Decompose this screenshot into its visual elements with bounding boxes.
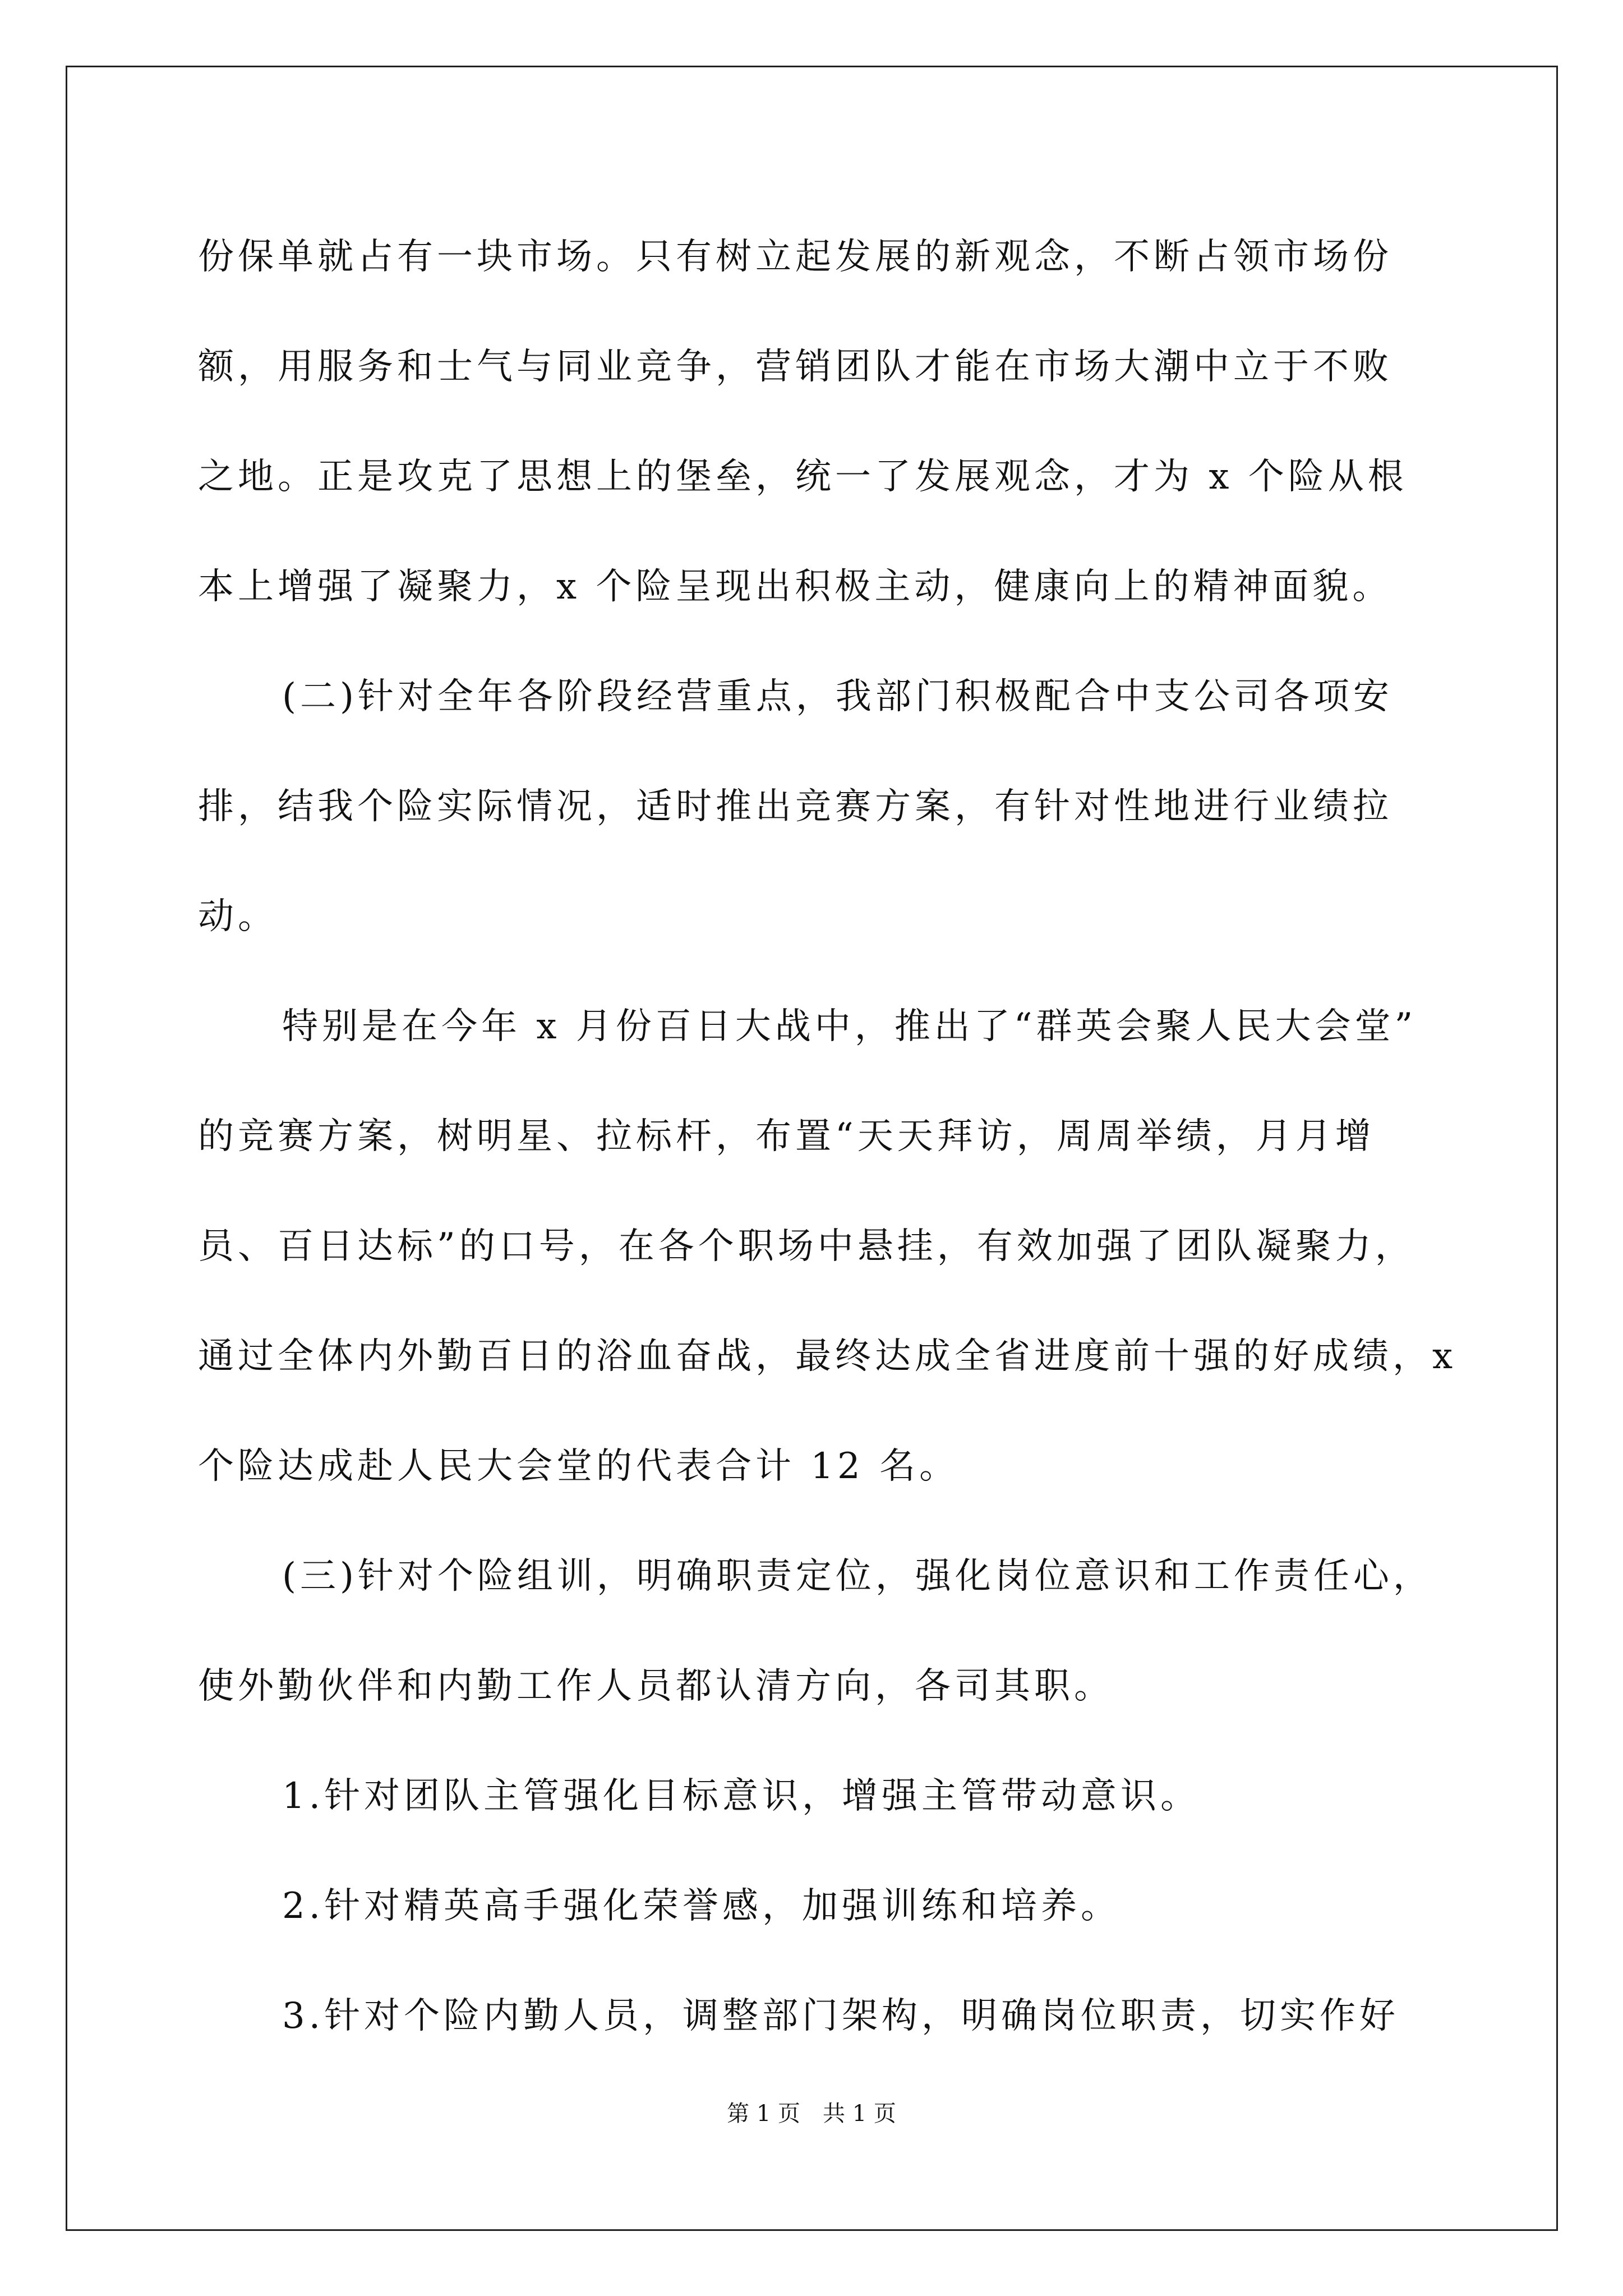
text-line: 之地。正是攻克了思想上的堡垒，统一了发展观念，才为 x 个险从根	[198, 456, 1408, 498]
text-line: 额，用服务和士气与同业竞争，营销团队才能在市场大潮中立于不败	[198, 346, 1393, 388]
text-line: 通过全体内外勤百日的浴血奋战，最终达成全省进度前十强的好成绩，x	[198, 1336, 1457, 1377]
list-item-line: 3.针对个险内勤人员，调整部门架构，明确岗位职责，切实作好	[282, 1995, 1400, 2037]
paragraph-start-line: 特别是在今年 x 月份百日大战中，推出了“群英会聚人民大会堂”	[282, 1006, 1417, 1047]
document-body	[198, 202, 1457, 2071]
text-line: 份保单就占有一块市场。只有树立起发展的新观念，不断占领市场份	[198, 236, 1393, 278]
paragraph-start-line: (三)针对个险组训，明确职责定位，强化岗位意识和工作责任心，	[282, 1556, 1433, 1597]
text-line: 使外勤伙伴和内勤工作人员都认清方向，各司其职。	[198, 1665, 1114, 1707]
paragraph-start-line: (二)针对全年各阶段经营重点，我部门积极配合中支公司各项安	[282, 676, 1393, 717]
page-number-footer: 第 1 页 共 1 页	[727, 2101, 896, 2127]
text-line: 员、百日达标”的口号，在各个职场中悬挂，有效加强了团队凝聚力，	[198, 1226, 1415, 1267]
text-line: 本上增强了凝聚力，x 个险呈现出积极主动，健康向上的精神面貌。	[198, 566, 1393, 608]
text-line: 的竞赛方案，树明星、拉标杆，布置“天天拜访，周周举绩，月月增	[198, 1116, 1375, 1157]
text-line: 排，结我个险实际情况，适时推出竞赛方案，有针对性地进行业绩拉	[198, 786, 1393, 827]
list-item-line: 1.针对团队主管强化目标意识，增强主管带动意识。	[282, 1775, 1201, 1817]
text-line: 个险达成赴人民大会堂的代表合计 12 名。	[198, 1446, 960, 1487]
list-item-line: 2.针对精英高手强化荣誉感，加强训练和培养。	[282, 1885, 1121, 1927]
text-line: 动。	[198, 896, 278, 937]
